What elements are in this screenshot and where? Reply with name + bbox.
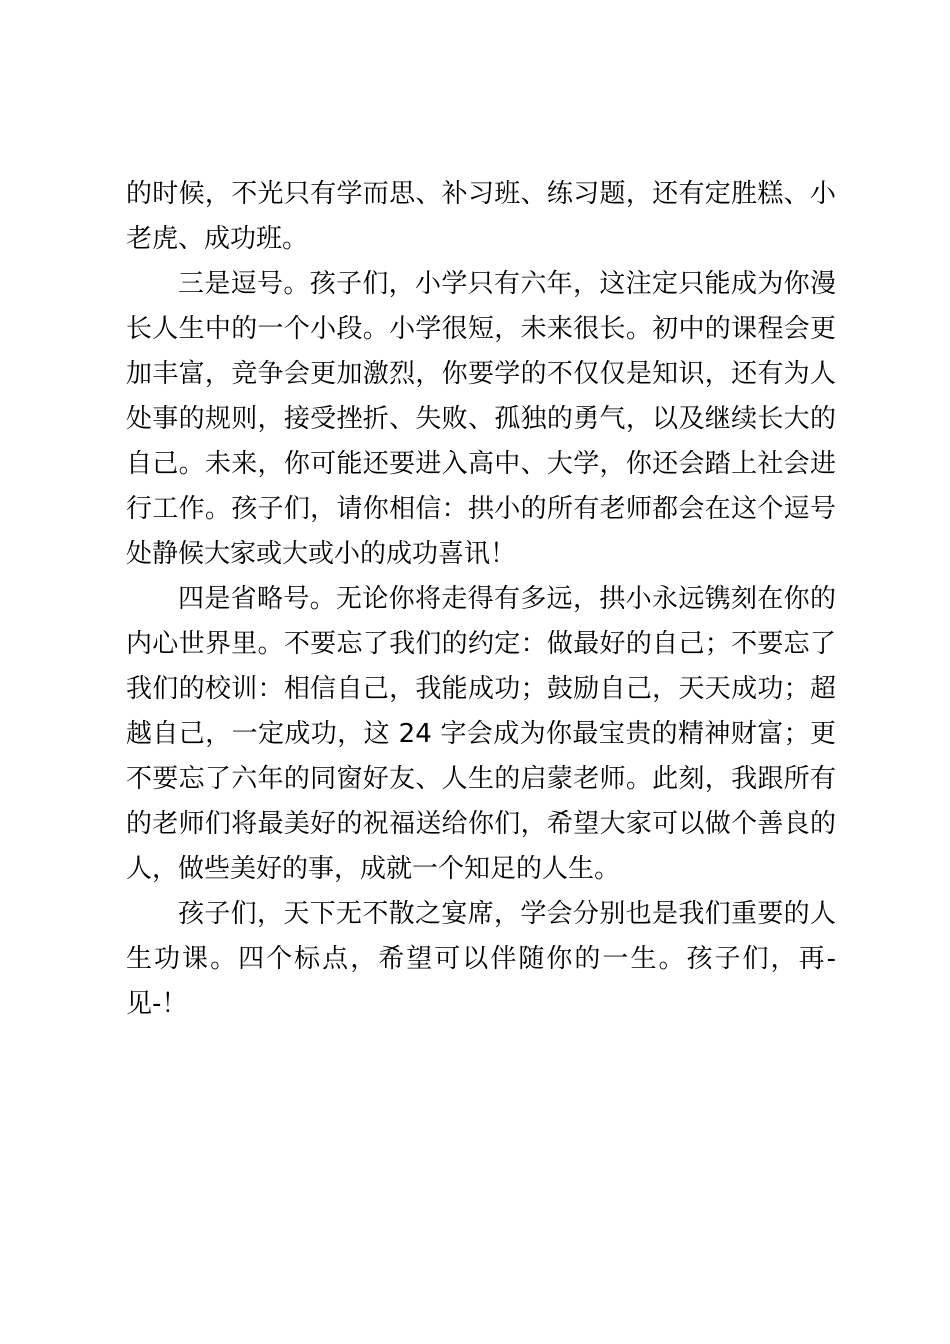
paragraph-continuation: 的时候，不光只有学而思、补习班、练习题，还有定胜糕、小老虎、成功班。: [126, 179, 836, 254]
document-body: [126, 172, 836, 1027]
paragraph-comma: 三是逗号。孩子们，小学只有六年，这注定只能成为你漫长人生中的一个小段。小学很短，未来很长。初中的课程会更加丰富，竞争会更加激烈，你要学的不仅仅是知识，还有为人处事的规则，接受挫折、失败、孤独的勇气，以及继续长大的自己。未来，你可能还要进入高中、大学，你还会踏上社会进行工作。孩子们，请你相信：拱小的所有老师都会在这个逗号处静候大家或大或小的成功喜讯！: [126, 269, 836, 569]
paragraph-closing: 孩子们，天下无不散之宴席，学会分别也是我们重要的人生功课。四个标点，希望可以伴随你的一生。孩子们，再-见-！: [126, 899, 836, 1019]
paragraph-ellipsis: 四是省略号。无论你将走得有多远，拱小永远镌刻在你的内心世界里。不要忘了我们的约定：做最好的自己；不要忘了我们的校训：相信自己，我能成功；鼓励自己，天天成功；超越自己，一定成功，这 24 字会成为你最宝贵的精神财富；更不要忘了六年的同窗好友、人生的启蒙老师。此刻，我跟所有的老师们将最美好的祝福送给你们，希望大家可以做个善良的人，做些美好的事，成就一个知足的人生。: [126, 584, 836, 884]
